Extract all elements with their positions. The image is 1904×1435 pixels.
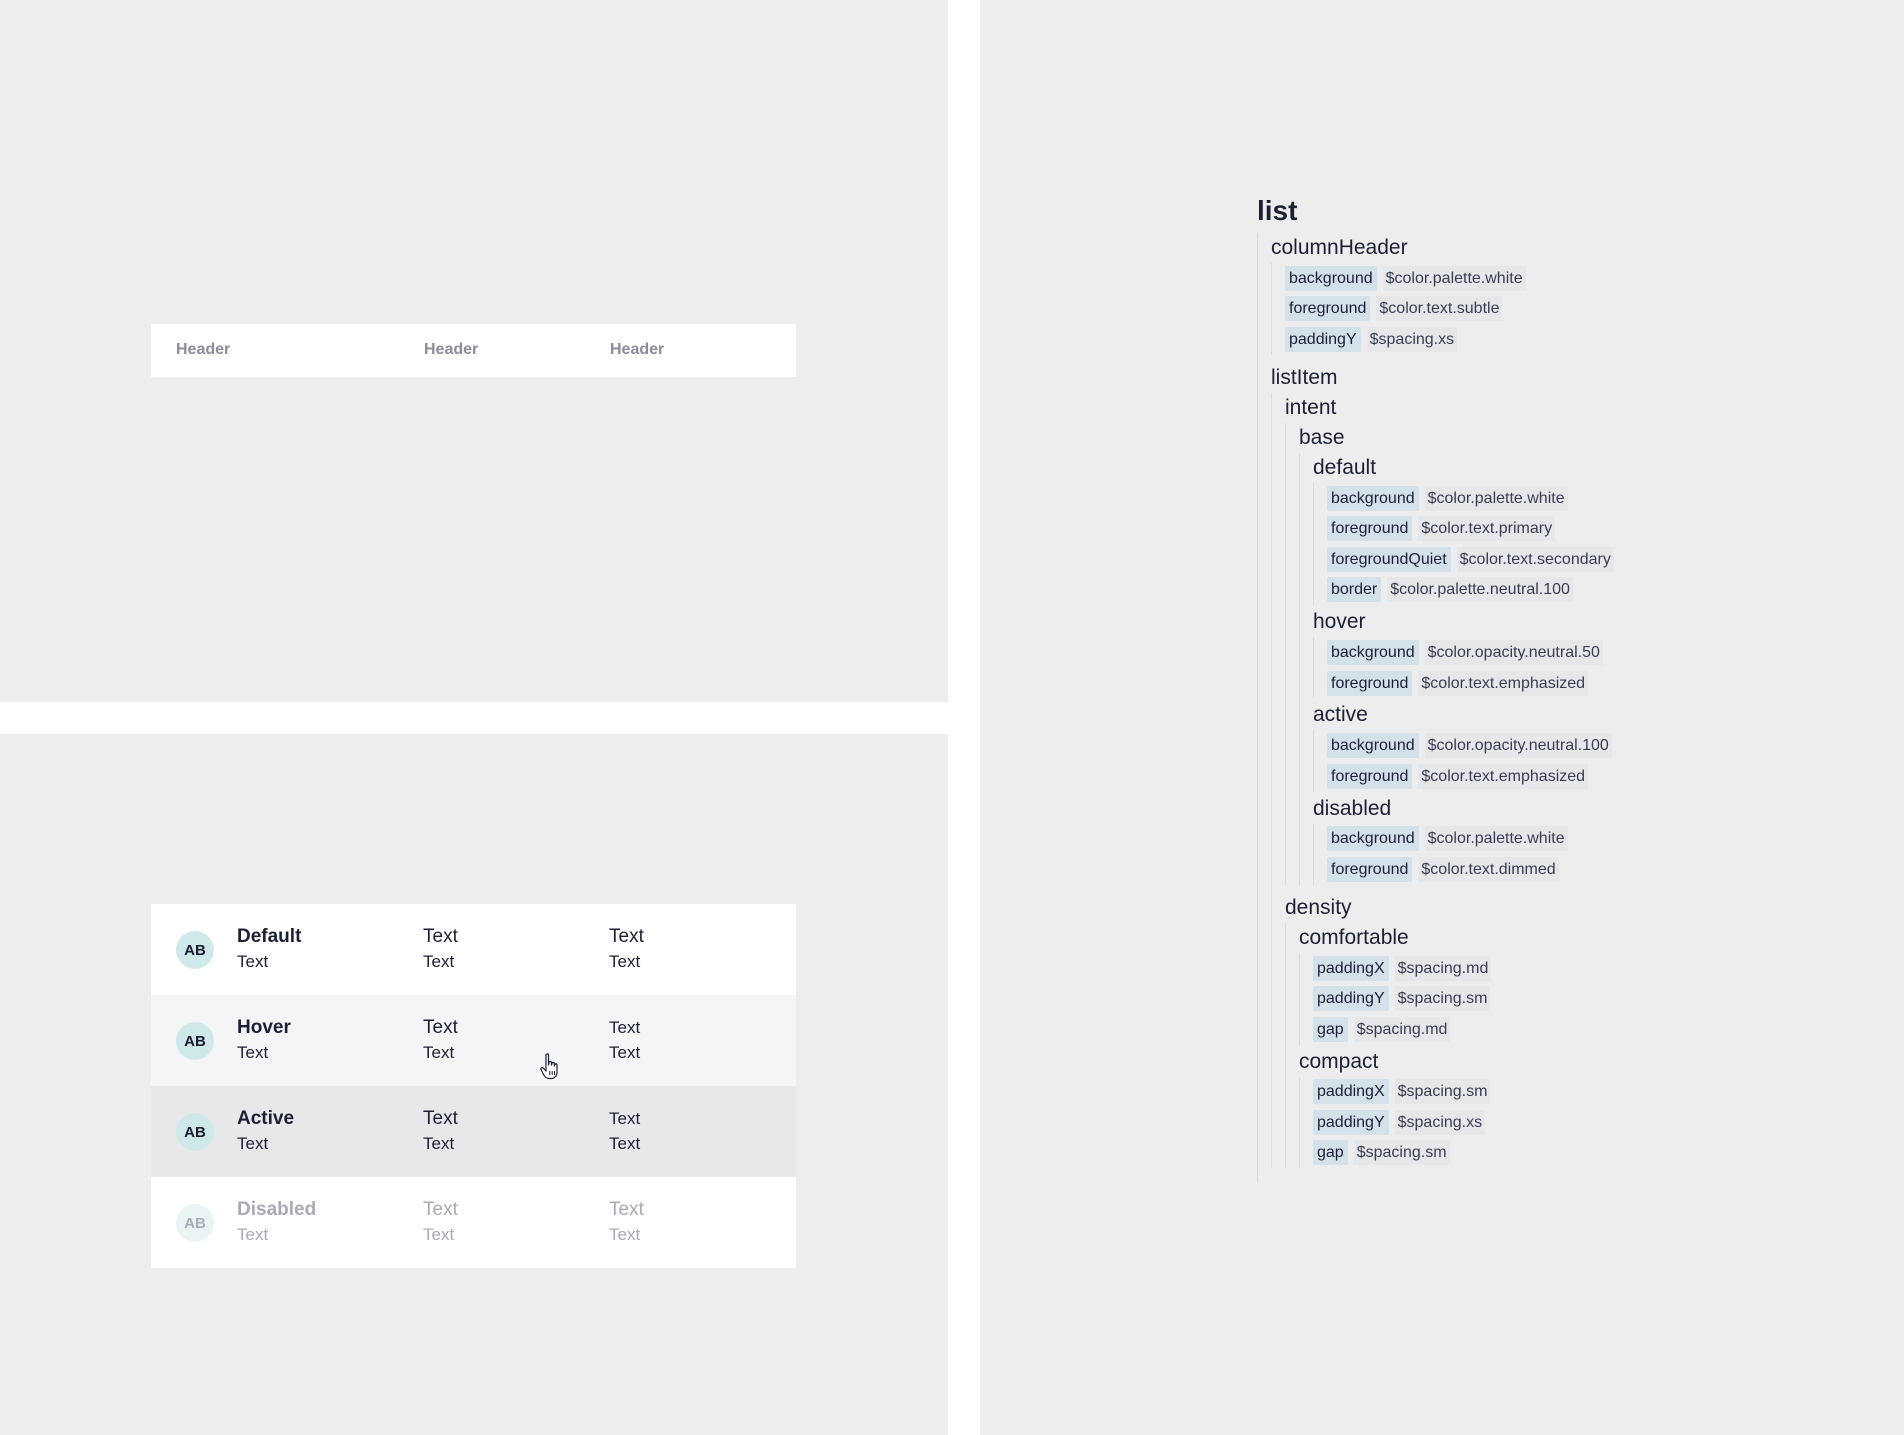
token-key: paddingX: [1313, 956, 1389, 981]
token-value: $spacing.md: [1354, 1017, 1451, 1042]
list-item-subtitle: Text: [237, 1225, 269, 1244]
token-row: [1285, 294, 1817, 325]
list-item-title: Hover: [237, 1017, 291, 1038]
token-value: $color.text.primary: [1418, 516, 1555, 541]
token-list-active: [1313, 730, 1817, 791]
token-root-body: [1257, 233, 1817, 1182]
token-list-hover: [1313, 637, 1817, 698]
token-row: [1313, 1077, 1817, 1108]
token-group-intent: intent: [1285, 395, 1337, 419]
token-key: foreground: [1285, 296, 1370, 321]
list-item-subtitle: Text: [237, 1134, 269, 1153]
token-row: [1327, 824, 1817, 855]
token-list-columnHeader: [1271, 263, 1817, 355]
avatar: AB: [176, 1204, 214, 1242]
token-value: $color.palette.white: [1425, 826, 1568, 851]
cell-text: Text: [609, 926, 644, 947]
cell-text: Text: [609, 1018, 641, 1037]
cell-text: Text: [423, 1043, 455, 1062]
primary-cell: [237, 1198, 316, 1246]
token-row: [1313, 1107, 1817, 1138]
avatar: AB: [176, 1113, 214, 1151]
token-value: $spacing.xs: [1395, 1110, 1486, 1135]
token-key: paddingY: [1313, 986, 1389, 1011]
token-value: $color.text.dimmed: [1418, 857, 1558, 882]
list-item-preview-panel: [0, 734, 948, 1435]
token-list-disabled: [1313, 824, 1817, 885]
token-row: [1285, 324, 1817, 355]
column-header-label-2[interactable]: Header: [424, 341, 479, 358]
token-group-active: active: [1313, 703, 1368, 727]
token-row: [1313, 1138, 1817, 1169]
cell-2: [423, 1016, 458, 1064]
token-tree-panel: [980, 0, 1904, 1435]
cell-text: Text: [423, 1225, 455, 1244]
cell-3: [609, 1198, 644, 1246]
token-value: $spacing.xs: [1367, 327, 1458, 352]
cell-text: Text: [609, 1043, 641, 1062]
cell-3: [609, 1016, 640, 1064]
cell-text: Text: [423, 1017, 458, 1038]
token-group-hover: hover: [1313, 610, 1366, 634]
cell-2: [423, 925, 458, 973]
token-key: background: [1327, 640, 1419, 665]
token-value: $color.opacity.neutral.100: [1425, 733, 1612, 758]
token-row: [1327, 761, 1817, 792]
token-list-comfortable: [1299, 953, 1817, 1045]
list: [151, 904, 796, 1268]
column-header-label-1[interactable]: Header: [176, 341, 231, 358]
token-list-default: [1313, 483, 1817, 605]
token-key: foreground: [1327, 764, 1412, 789]
list-item-subtitle: Text: [237, 1043, 269, 1062]
token-row: [1327, 513, 1817, 544]
hand-pointer-icon: [539, 1052, 561, 1080]
token-key: background: [1327, 486, 1419, 511]
list-item-active[interactable]: [151, 1086, 796, 1177]
token-group-default: default: [1313, 455, 1377, 479]
token-value: $color.text.emphasized: [1418, 764, 1588, 789]
token-value: $color.text.subtle: [1376, 296, 1502, 321]
token-row: [1285, 263, 1817, 294]
cell-text: Text: [423, 1108, 458, 1129]
list-item-hover[interactable]: [151, 995, 796, 1086]
token-group-base: base: [1299, 425, 1345, 449]
token-tree: [1257, 193, 1817, 1182]
token-key: paddingX: [1313, 1079, 1389, 1104]
token-row: [1313, 1014, 1817, 1045]
token-key: border: [1327, 577, 1381, 602]
avatar: AB: [176, 1022, 214, 1060]
token-value: $spacing.sm: [1395, 1079, 1491, 1104]
primary-cell: [237, 1107, 294, 1155]
list-item-subtitle: Text: [237, 952, 269, 971]
cell-2: [423, 1198, 458, 1246]
token-list-base: [1299, 453, 1817, 885]
token-row: [1327, 668, 1817, 699]
token-group-listItem: listItem: [1271, 365, 1338, 389]
column-header-preview-panel: [0, 0, 948, 702]
token-root-heading: list: [1257, 195, 1298, 226]
token-value: $color.text.secondary: [1457, 547, 1614, 572]
token-key: foreground: [1327, 671, 1412, 696]
cell-2: [423, 1107, 458, 1155]
token-value: $color.opacity.neutral.50: [1425, 640, 1603, 665]
cell-text: Text: [609, 1109, 641, 1128]
list-item-title: Default: [237, 926, 302, 947]
primary-cell: [237, 925, 301, 973]
list-item-default[interactable]: [151, 904, 796, 995]
token-value: $spacing.sm: [1395, 986, 1491, 1011]
list-item-title: Active: [237, 1108, 295, 1129]
token-value: $spacing.sm: [1354, 1140, 1450, 1165]
token-key: gap: [1313, 1140, 1348, 1165]
cell-3: [609, 1107, 640, 1155]
token-key: background: [1327, 733, 1419, 758]
cell-text: Text: [609, 1225, 641, 1244]
cell-text: Text: [423, 926, 458, 947]
token-key: foreground: [1327, 857, 1412, 882]
token-key: paddingY: [1313, 1110, 1389, 1135]
cell-3: [609, 925, 644, 973]
cell-text: Text: [609, 1134, 641, 1153]
token-key: paddingY: [1285, 327, 1361, 352]
token-group-columnHeader: columnHeader: [1271, 236, 1408, 259]
avatar: AB: [176, 931, 214, 969]
token-key: background: [1327, 826, 1419, 851]
token-value: $color.palette.neutral.100: [1387, 577, 1573, 602]
token-row: [1327, 637, 1817, 668]
token-row: [1327, 575, 1817, 606]
list-item-disabled: [151, 1177, 796, 1268]
token-list-density: [1285, 923, 1817, 1169]
token-row: [1327, 483, 1817, 514]
token-list-listItem: [1271, 393, 1817, 1169]
token-value: $color.text.emphasized: [1418, 671, 1588, 696]
cell-text: Text: [609, 1199, 644, 1220]
primary-cell: [237, 1016, 291, 1064]
token-value: $color.palette.white: [1425, 486, 1568, 511]
token-row: [1327, 854, 1817, 885]
token-key: background: [1285, 266, 1377, 291]
token-key: gap: [1313, 1017, 1348, 1042]
token-group-comfortable: comfortable: [1299, 925, 1409, 949]
token-group-disabled: disabled: [1313, 796, 1392, 820]
cell-text: Text: [423, 1134, 455, 1153]
token-group-compact: compact: [1299, 1049, 1379, 1073]
list-item-title: Disabled: [237, 1199, 317, 1220]
token-key: foregroundQuiet: [1327, 547, 1451, 572]
cell-text: Text: [423, 1199, 458, 1220]
token-value: $spacing.md: [1395, 956, 1492, 981]
token-row: [1327, 544, 1817, 575]
token-key: foreground: [1327, 516, 1412, 541]
token-value: $color.palette.white: [1383, 266, 1526, 291]
cell-text: Text: [423, 952, 455, 971]
column-header-label-3[interactable]: Header: [610, 341, 665, 358]
token-row: [1327, 730, 1817, 761]
token-group-density: density: [1285, 895, 1352, 919]
token-row: [1313, 953, 1817, 984]
token-list-intent: [1285, 423, 1817, 885]
token-row: [1313, 983, 1817, 1014]
token-list-compact: [1299, 1077, 1817, 1169]
column-header: [151, 324, 796, 377]
cell-text: Text: [609, 952, 641, 971]
